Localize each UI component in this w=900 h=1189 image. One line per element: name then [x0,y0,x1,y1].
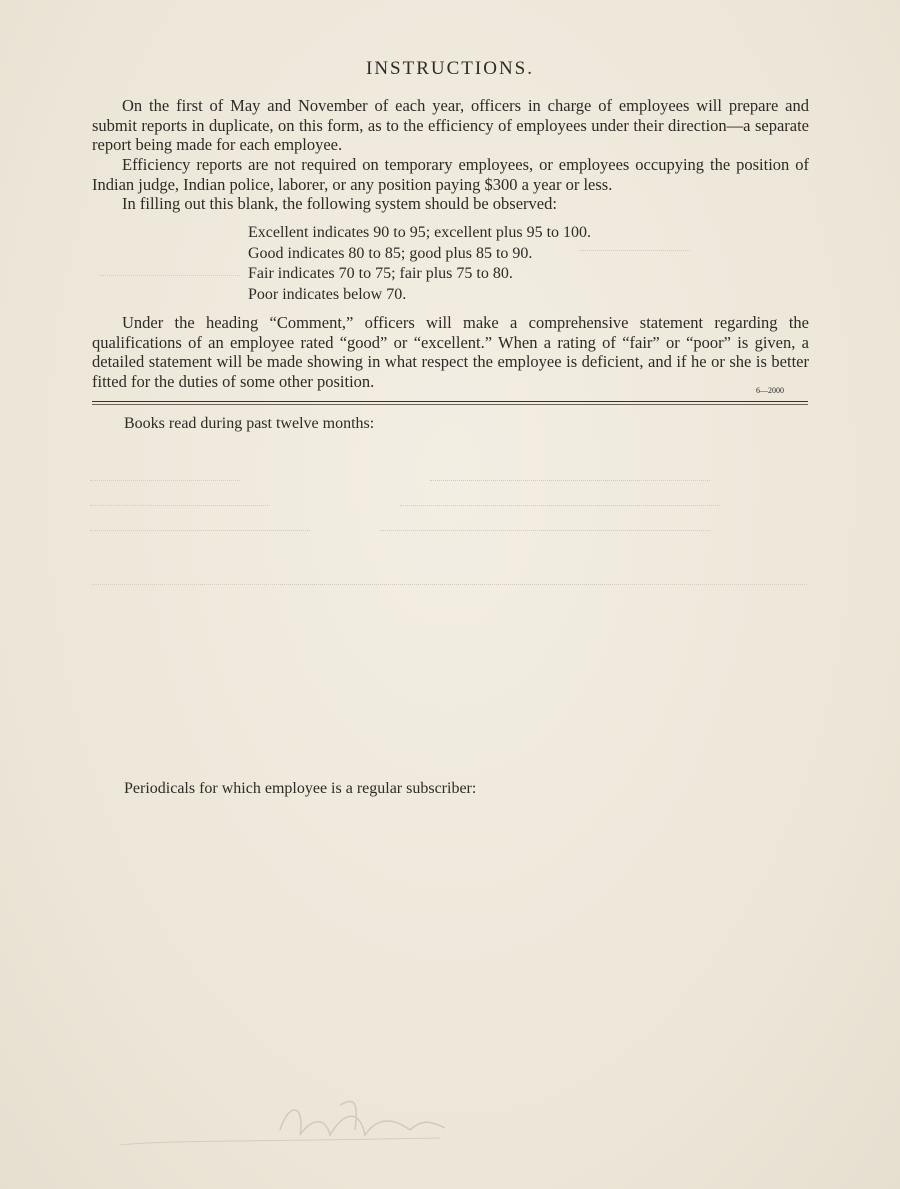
books-read-label: Books read during past twelve months: [124,415,375,432]
paragraph-4-text: Under the heading “Comment,” officers will make a comprehensive statement regarding the qualifications of an employee rated “good” or “excellent.” When a rating of “fair” or “poor” is given, a detailed statement will be made showing in what respect the employee is deficient, and if he or she is better fitted for the duties of some other position. [92,313,809,391]
paragraph-3-text: In filling out this blank, the following system should be observed: [122,194,557,213]
bleed-line [90,480,240,481]
bleed-line [580,250,690,251]
paragraph-2-text: Efficiency reports are not required on temporary employees, or employees occupying the position of Indian judge, Indian police, laborer, or any position paying $300 a year or less. [92,155,809,194]
instructions-paragraph-4 [92,313,809,391]
section-divider [92,401,808,402]
rating-good: Good indicates 80 to 85; good plus 85 to 90. [248,244,533,262]
bleed-line [92,584,807,585]
instructions-paragraph-3 [92,194,809,214]
rating-scale [248,223,591,305]
bleed-line [90,530,310,531]
section-divider-thin [92,404,808,405]
rating-excellent: Excellent indicates 90 to 95; excellent plus 95 to 100. [248,224,592,241]
faint-signature-bleed [110,1090,450,1170]
bleed-line [380,530,710,531]
rating-poor: Poor indicates below 70. [248,285,407,303]
rating-fair: Fair indicates 70 to 75; fair plus 75 to 80. [248,265,513,282]
bleed-line [400,505,720,506]
instructions-paragraph-2 [92,155,809,194]
periodicals-label: Periodicals for which employee is a regular subscriber: [124,780,477,797]
instructions-paragraph-1 [92,96,809,155]
form-code: 6—2000 [756,386,784,395]
bleed-line [90,505,270,506]
bleed-line [100,275,240,276]
instructions-title: INSTRUCTIONS. [366,58,534,79]
bleed-line [430,480,710,481]
paragraph-1-text: On the first of May and November of each year, officers in charge of employees will prepare and submit reports in duplicate, on this form, as to the efficiency of employees under their direction—a separate report being made for each employee. [92,96,809,154]
